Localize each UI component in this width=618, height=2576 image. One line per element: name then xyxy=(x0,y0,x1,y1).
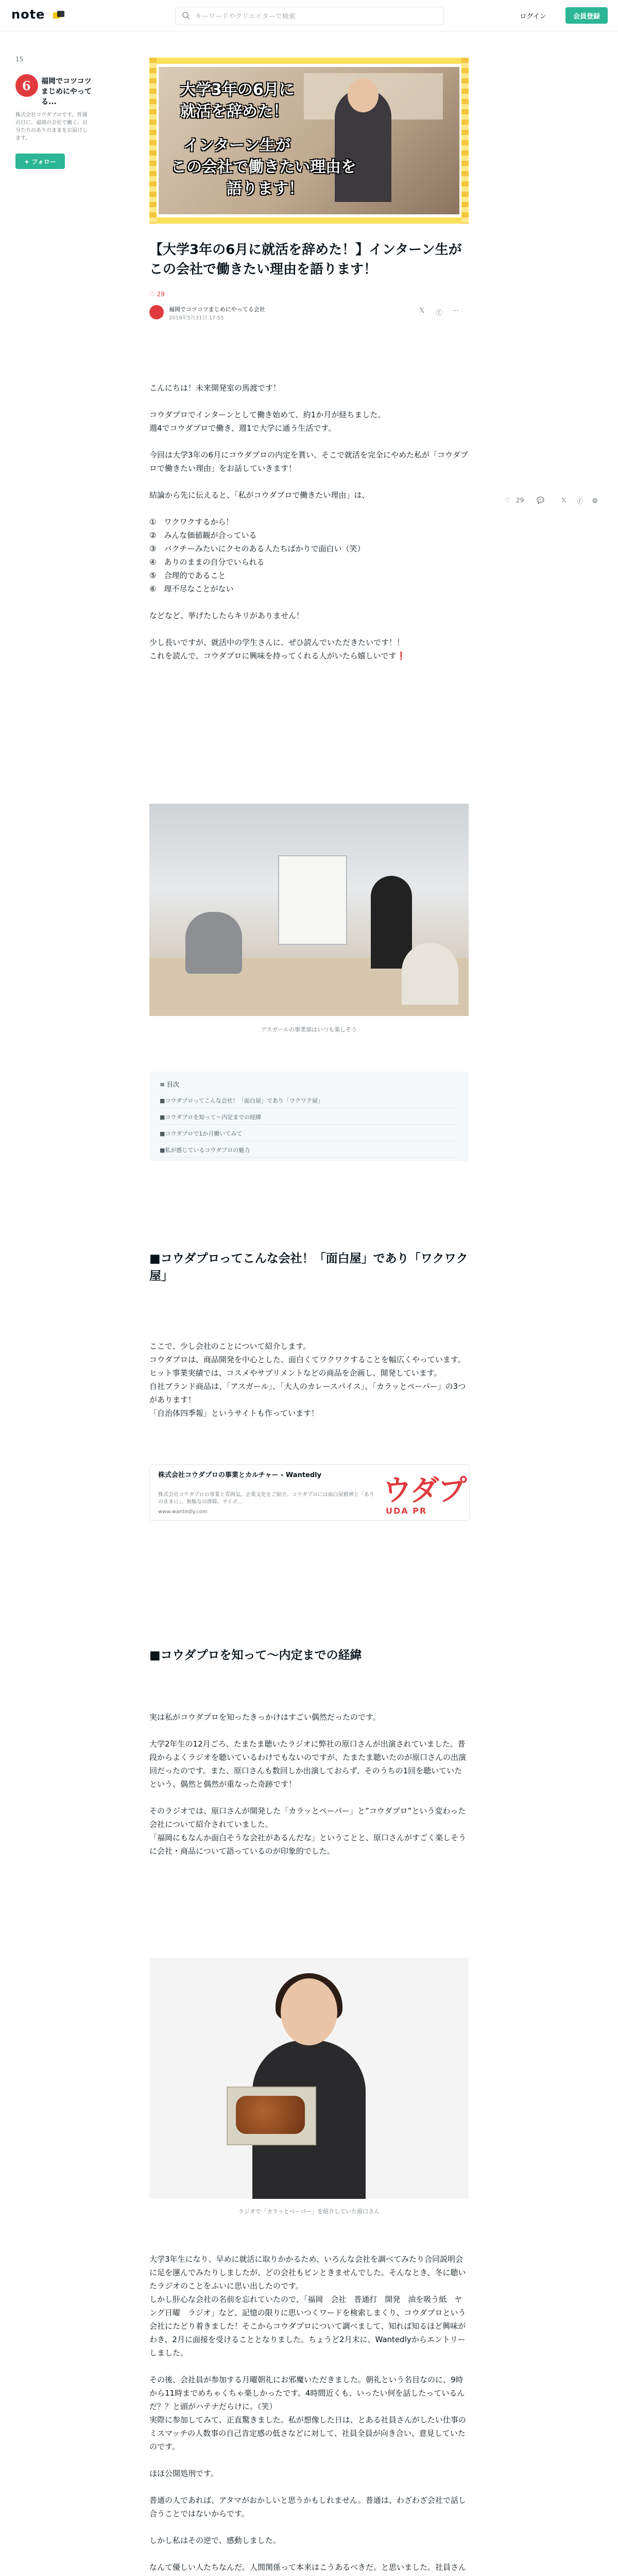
hero-caption-line: 語ります！ xyxy=(227,180,304,198)
paragraph: しかし私はその逆で、感動しました。 xyxy=(149,2536,281,2545)
site-header xyxy=(0,0,618,31)
paragraph: こんにちは！未来開発室の馬渡です！ xyxy=(149,383,281,393)
article-byline xyxy=(149,304,469,330)
paragraph: ヒット事業実績では、コスメやサプリメントなどの商品を企画し、開発しています。 xyxy=(149,1368,442,1378)
paragraph: 「自治体四季報」というサイトも作っています！ xyxy=(149,1409,319,1418)
reason-item: ⑥ 理不尽なことがない xyxy=(149,584,234,594)
note-logo[interactable] xyxy=(11,7,64,22)
hero-image xyxy=(149,58,469,224)
person xyxy=(185,912,242,974)
logo-text: note xyxy=(11,7,45,22)
article-likes[interactable] xyxy=(149,291,165,298)
creator-bio: 株式会社コウダプロです。普通の日に、福岡の会社で働く、自分たちのありのままをお届けします。 xyxy=(15,112,88,141)
paragraph xyxy=(149,2480,469,2494)
person xyxy=(371,876,412,969)
line-share-icon[interactable]: ◍ xyxy=(592,497,598,504)
login-button[interactable]: ログイン xyxy=(512,7,554,24)
paragraph xyxy=(149,596,469,609)
creator-profile xyxy=(15,56,92,165)
paragraph: 今回は大学3年の6月にコウダプロの内定を貰い、そこで就活を完全にやめた私が「コウダプロで働きたい理由」をお話していきます！ xyxy=(149,450,468,473)
food xyxy=(236,2096,305,2134)
floating-actions xyxy=(500,495,613,510)
toc-item[interactable]: ■私が感じているコウダプロの魅力 xyxy=(160,1146,458,1158)
intro-text xyxy=(149,381,469,663)
paragraph: コウダプロは、商品開発を中心とした、面白くてワクワクすることを幅広くやっています。 xyxy=(149,1355,466,1364)
photo-caption: アスガールの事業部はいつも楽しそう xyxy=(261,1026,357,1033)
person xyxy=(402,943,458,1005)
paragraph: しかし肝心な会社の名前を忘れていたので、「福岡 会社 普通打 開発 油を吸う紙 ヤング日曜 ラジオ」など、記憶の限りに思いつくワードを検索しまくり、コウダプロという会社にたどり着きました！そこからコウダプロについて調べまして、知れば知るほど興味がわき、2月に面接を受けることとなりました。ちょうど2月末に、Wantedlyからエントリーしました。 xyxy=(149,2295,466,2358)
reason-item: ① ワクワクするから！ xyxy=(149,517,234,527)
hero-person-head xyxy=(348,78,379,112)
photo-caption: ラジオで「カラッとペーパー」を紹介していた原口さん xyxy=(238,2208,380,2215)
reason-item: ③ バクチーみたいにクセのある人たちばかりで面白い（笑） xyxy=(149,544,365,553)
like-count: 29 xyxy=(157,291,165,298)
link-card-thumbnail xyxy=(381,1465,469,1520)
harada-photo xyxy=(149,1958,469,2199)
paragraph: そのラジオでは、原口さんが開発した「カラッとペーパー」と”コウダプロ”という変わった会社について紹介されていました。 xyxy=(149,1806,466,1829)
bullet-icon: ■ xyxy=(160,1147,165,1154)
author-avatar[interactable] xyxy=(149,305,164,319)
x-share-icon[interactable]: 𝕏 xyxy=(561,497,566,504)
search-box[interactable] xyxy=(175,7,444,25)
link-card-description: 株式会社コウダプロの事業と雰囲気。企業文化をご紹介。コウダプロには面白屋精神と「ありのままに」、無駄なの排除、サイボ... xyxy=(158,1492,374,1505)
reason-item: ④ ありのままの自分でいられる xyxy=(149,557,265,567)
thumbnail-logo-sub: UDA PR xyxy=(386,1506,427,1516)
link-card-url: www.wantedly.com xyxy=(158,1509,208,1515)
paragraph: 「福岡にもなんか面白そうな会社があるんだな」ということと、原口さんがすごく楽しそうに会社・商品について語っているのが印象的でした。 xyxy=(149,1833,467,1856)
paragraph xyxy=(149,2360,469,2373)
publish-date: 2019年5月31日 17:55 xyxy=(169,315,224,321)
paragraph xyxy=(149,622,469,636)
hero-stripe-right xyxy=(461,58,469,224)
paragraph xyxy=(149,2520,469,2534)
paragraph: 少し長いですが、就活中の学生さんに、ぜひ読んでいただきたいです！！ xyxy=(149,638,405,647)
paragraph xyxy=(149,2453,469,2467)
paragraph xyxy=(149,435,469,448)
bullet-icon: ■ xyxy=(160,1114,165,1121)
bullet-icon: ■ xyxy=(160,1097,165,1104)
more-icon[interactable]: ⋯ xyxy=(452,307,459,315)
list-icon: ≡ xyxy=(160,1081,167,1088)
signup-button[interactable]: 会員登録 xyxy=(565,7,608,24)
paragraph: ここで、少し会社のことについて紹介します。 xyxy=(149,1342,311,1351)
paragraph xyxy=(149,475,469,488)
paragraph: 実際に参加してみて、正直驚きました。私が想像した日は、とある社員さんがしたい仕事のミスマッチの人数事の自己肯定感の低さなどに対して、社員全員が向き合い、意見していたのです。 xyxy=(149,2415,466,2451)
whiteboard xyxy=(278,855,347,945)
reason-item: ⑤ 合理的であること xyxy=(149,571,226,580)
bullet-icon: ■ xyxy=(160,1130,165,1137)
hero-caption-line: 就活を辞めた！ xyxy=(180,103,288,121)
hero-stripe-left xyxy=(149,58,157,224)
toc-heading: ≡ 目次 xyxy=(160,1081,179,1088)
paragraph: 自社ブランド商品は、「アスガール」、「大人のカレースパイス」、「カラッとペーパー」の3つがあります！ xyxy=(149,1382,466,1404)
hero-caption-line: この会社で働きたい理由を xyxy=(171,158,356,176)
section1-text xyxy=(149,1340,469,1420)
plus-icon: + xyxy=(24,158,32,165)
office-photo xyxy=(149,804,469,1016)
hero-caption-line: インターン生が xyxy=(183,137,291,155)
section-heading: ■コウダプロを知って〜内定までの経緯 xyxy=(149,1649,362,1662)
logo-mark-icon xyxy=(53,10,64,20)
creator-name[interactable]: 福岡でコツコツまじめにやってる... xyxy=(41,77,92,106)
x-share-icon[interactable]: 𝕏 xyxy=(419,307,425,315)
paragraph xyxy=(149,2547,469,2561)
paragraph xyxy=(149,395,469,408)
follow-button[interactable] xyxy=(15,154,65,169)
facebook-share-icon[interactable]: ⓕ xyxy=(436,309,443,317)
toc-item[interactable]: ■コウダプロってこんな会社！「面白屋」であり「ワクワク屋」 xyxy=(160,1096,458,1108)
search-input[interactable] xyxy=(194,10,438,23)
paragraph: 週4でコウダプロで働き、週1で大学に通う生活です。 xyxy=(149,423,336,433)
facebook-share-icon[interactable]: ⓕ xyxy=(577,498,583,505)
section2-text-a xyxy=(149,1710,469,1858)
profile-count: 15 xyxy=(15,56,24,63)
toc-item[interactable]: ■コウダプロで1か月働いてみて xyxy=(160,1129,458,1141)
paragraph xyxy=(149,502,469,515)
article-title: 【大学3年の6月に就活を辞めた！】インターン生がこの会社で働きたい理由を語ります！ xyxy=(149,242,462,277)
follow-label: フォロー xyxy=(31,158,56,165)
reason-item: ② みんな価値観が合っている xyxy=(149,531,257,540)
heart-icon: ♡ xyxy=(149,291,157,298)
paragraph: 普通の人であれば、アタマがおかしいと思うかもしれません。普通は、わざわざ会社で話し合うことではないからです。 xyxy=(149,2496,466,2518)
toc-item[interactable]: ■コウダプロを知って〜内定までの経緯 xyxy=(160,1113,458,1125)
creator-avatar[interactable] xyxy=(15,74,38,97)
link-card-title: 株式会社コウダプロの事業とカルチャー - Wantedly xyxy=(158,1471,322,1479)
paragraph: コウダプロでインターンとして働き始めて、約1か月が経ちました。 xyxy=(149,410,386,419)
section2-text-b xyxy=(149,2252,469,2576)
search-icon xyxy=(182,11,190,20)
paragraph: 大学2年生の12月ごろ、たまたま聴いたラジオに弊社の原口さんが出演されていました。普段からよくラジオを聴いているわけでもないのですが、たまたま聴いたのが原口さんの出演回だったのです。また、原口さんも数回しか出演しておらず、そのうちの1回を聴いていたという、偶然と偶然が重なった奇跡です！ xyxy=(149,1739,467,1789)
paragraph: ほほ公開処刑です。 xyxy=(149,2469,218,2478)
paragraph: その後、会社員が参加する月曜朝礼にお邪魔いただきました。朝礼という名目なのに、9時から11時までめちゃくちゃ楽しかったです。4時間近くも、いったい何を話したっているんだ？？と頭がハテナだらけに。（笑） xyxy=(149,2375,465,2411)
author-name[interactable]: 福岡でコツコツまじめにやってる会社 xyxy=(169,306,265,313)
link-card[interactable] xyxy=(149,1464,470,1521)
section-heading: ■コウダプロってこんな会社！「面白屋」であり「ワクワク屋」 xyxy=(149,1252,468,1283)
comment-icon[interactable]: 💬 xyxy=(537,497,544,504)
paragraph: 大学3年生になり、早めに就活に取りかかるため、いろんな会社を調べてみたり合同説明会に足を運んでみたりしましたが、どの会社もピンときませんでした。そんなとき、冬に聴いたラジオのことをふいに思い出したのです。 xyxy=(149,2255,466,2291)
paragraph: 実は私がコウダプロを知ったきっかけはすごい偶然だったのです。 xyxy=(149,1713,381,1722)
person-head xyxy=(281,1978,337,2045)
paragraph: 結論から先に伝えると、「私がコウダプロで働きたい理由」は、 xyxy=(149,490,370,500)
thumbnail-logo-text: ウダプ xyxy=(383,1474,466,1507)
paragraph xyxy=(149,1724,469,1737)
float-like-count: 29 xyxy=(516,497,524,504)
paragraph: などなど、挙げたしたらキリがありません！ xyxy=(149,611,304,620)
paragraph: これを読んで、コウダプロに興味を持ってくれる人がいたら嬉しいです❗ xyxy=(149,651,406,660)
table-of-contents xyxy=(149,1072,469,1161)
paragraph xyxy=(149,1791,469,1804)
avatar-letter: 6 xyxy=(22,78,31,93)
hero-caption-line: 大学3年の6月に xyxy=(180,81,295,99)
heart-icon[interactable]: ♡ xyxy=(505,497,510,504)
paragraph: なんて優しい人たちなんだ。人間関係って本来はこうあるべきだ。と思いました。社員さん xyxy=(149,2563,467,2572)
